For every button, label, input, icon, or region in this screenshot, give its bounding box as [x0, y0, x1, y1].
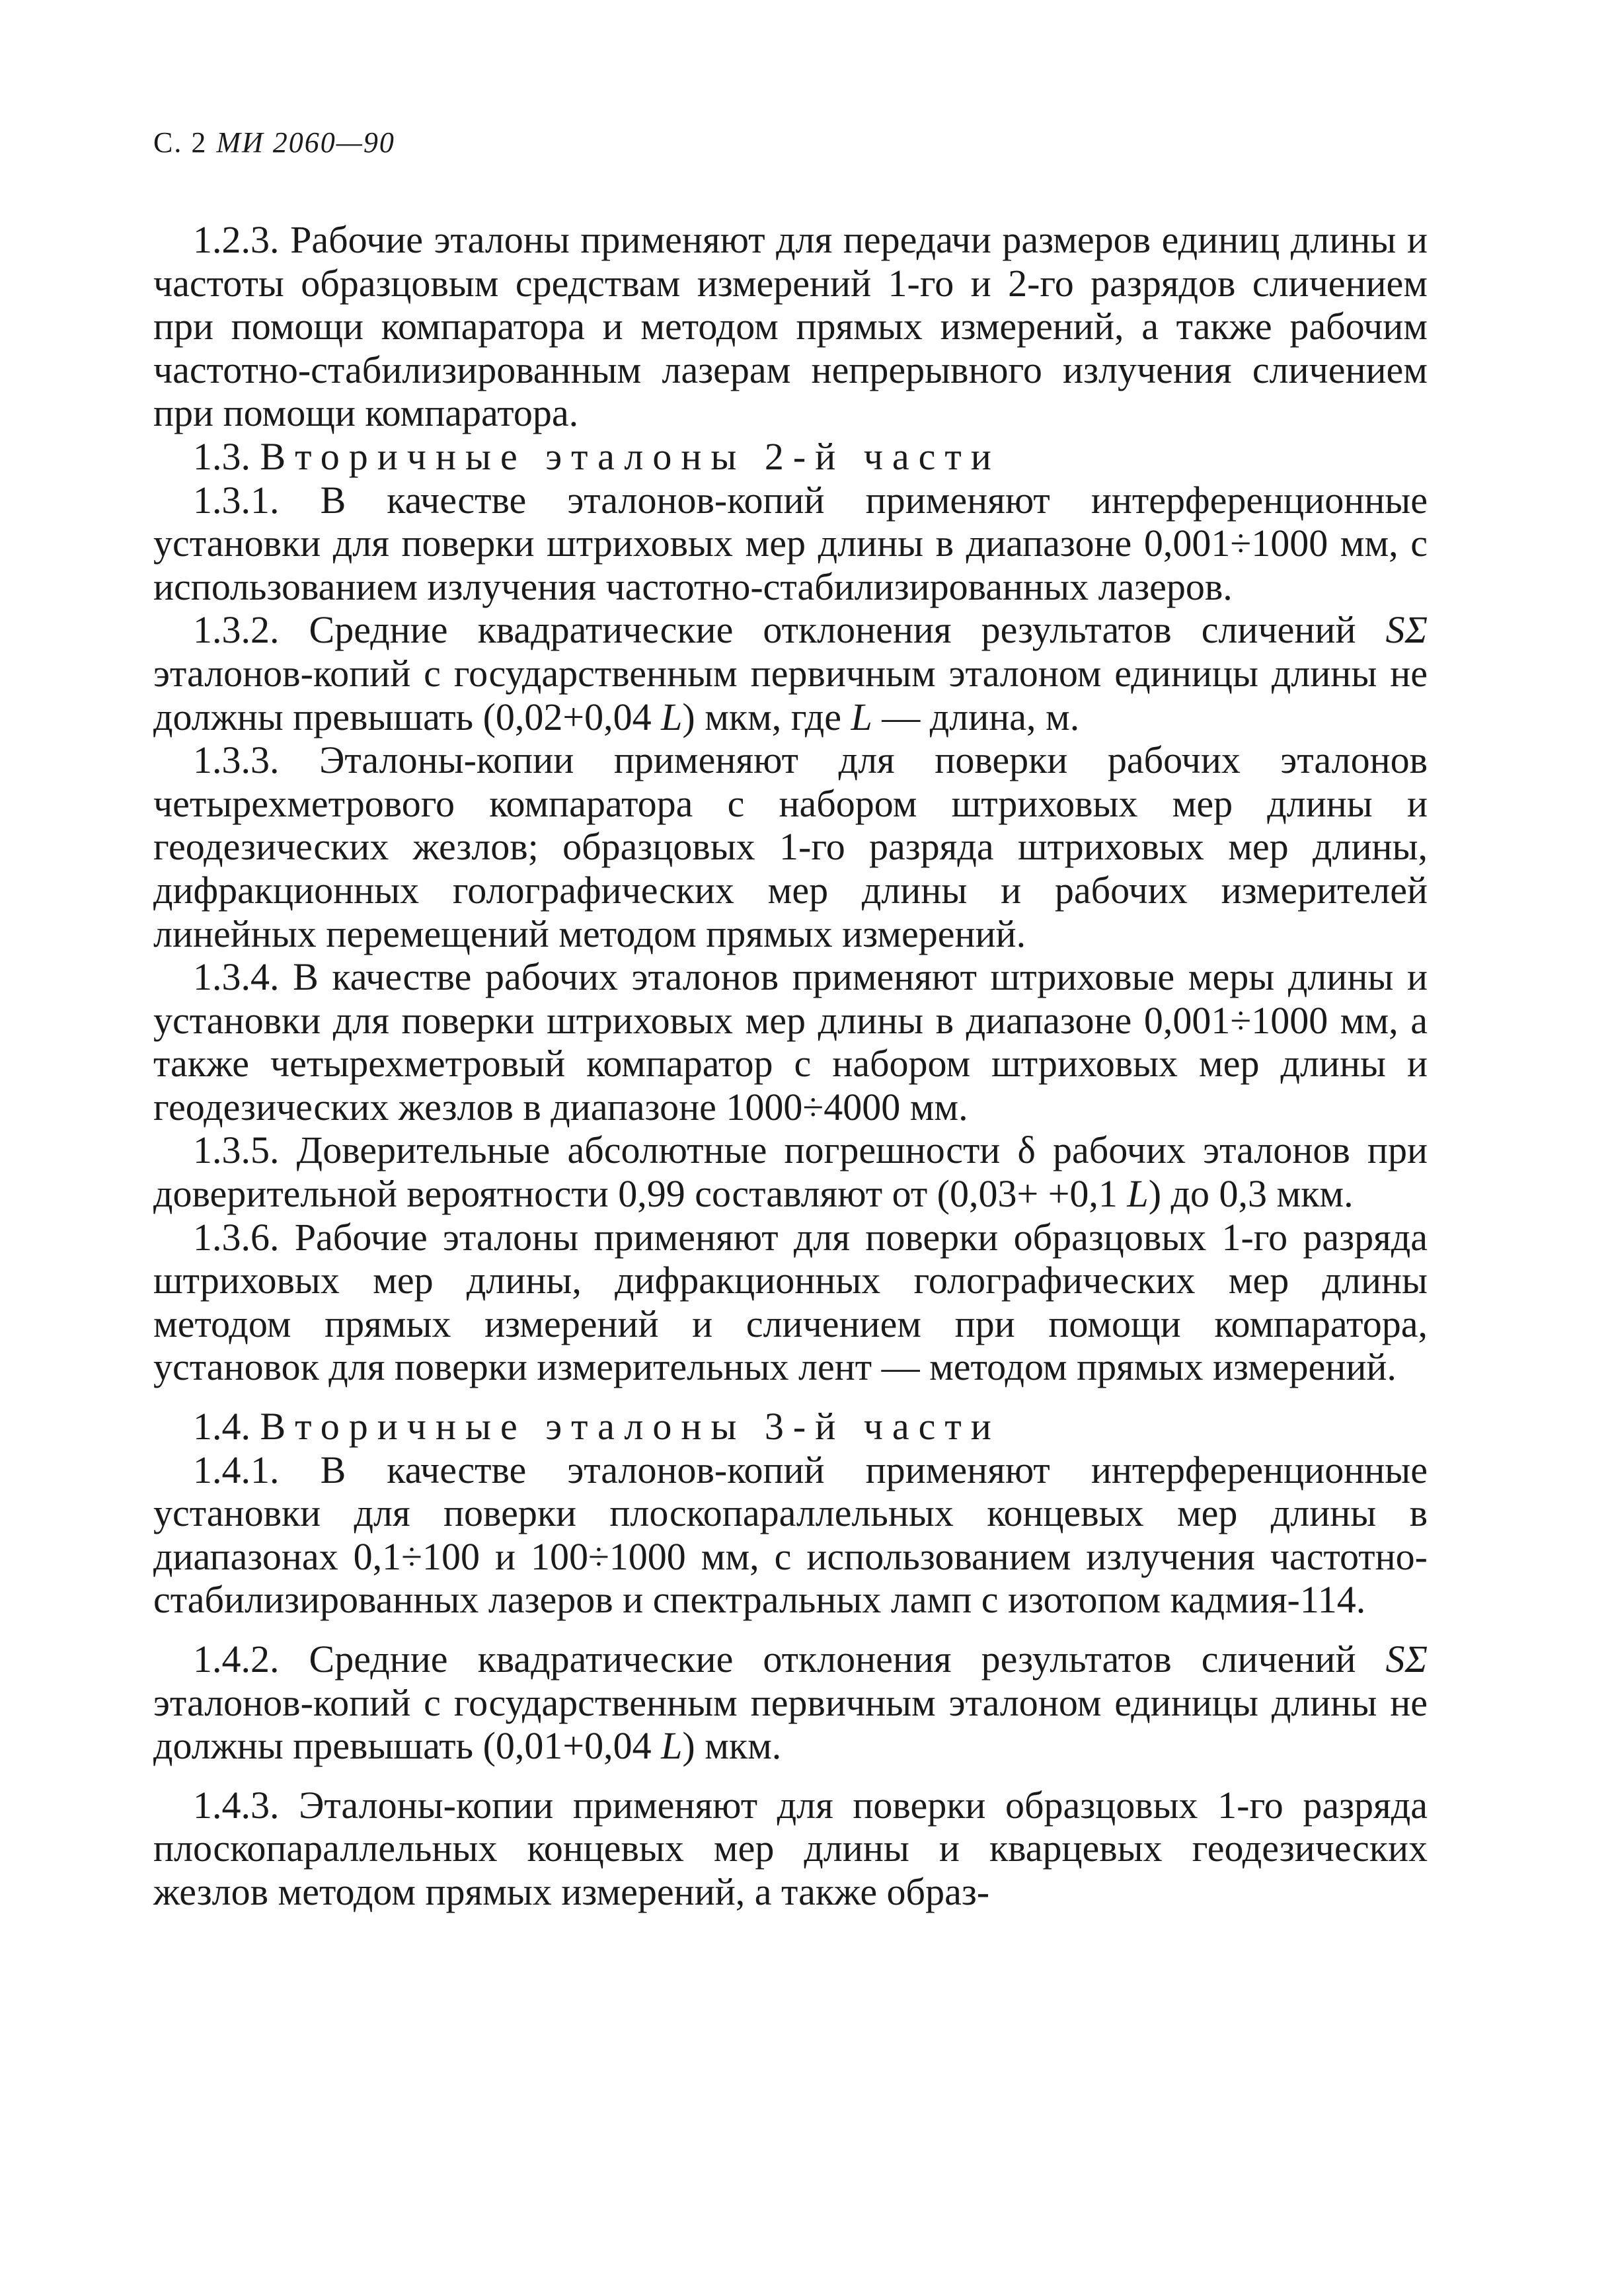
symbol-l: L — [1127, 1172, 1149, 1216]
text-run: 1.3.2. Средние квадратические отклонения результатов сличений — [193, 608, 1386, 652]
text-run: эталонов-копий с государственным первичным эталоном единицы длины не должны превышать (0,02+0,04 — [153, 651, 1428, 738]
paragraph-1-4-2 — [153, 1638, 1428, 1768]
paragraph-1-3-1: 1.3.1. В качестве эталонов-копий применяют интерференционные установки для поверки штриховых мер длины в диапазоне 0,001÷1000 мм, с использованием излучения частотно-стабилизированных лазеров. — [153, 478, 1428, 608]
section-heading-1-4 — [153, 1405, 1428, 1448]
paragraph-1-4-3: 1.4.3. Эталоны-копии применяют для поверки образцовых 1-го разряда плоскопараллельных концевых мер длины и кварцевых геодезических жезлов методом прямых измерений, а также образ- — [153, 1783, 1428, 1913]
symbol-l: L — [661, 1724, 683, 1768]
page-number: С. 2 — [153, 126, 208, 159]
section-number: 1.3. — [193, 434, 250, 478]
document-code: МИ 2060—90 — [216, 126, 395, 159]
paragraph-1-3-2 — [153, 608, 1428, 738]
text-run: эталонов-копий с государственным первичным эталоном единицы длины не должны превышать (0,01+0,04 — [153, 1681, 1428, 1768]
text-run: ) до 0,3 мкм. — [1148, 1172, 1354, 1216]
section-title: Вторичные эталоны 3-й части — [260, 1405, 1001, 1448]
paragraph-1-3-3: 1.3.3. Эталоны-копии применяют для поверки рабочих эталонов четырехметрового компаратора с набором штриховых мер длины и геодезических жезлов; образцовых 1-го разряда штриховых мер длины, дифракционных голографических мер длины и рабочих измерителей линейных перемещений методом прямых измерений. — [153, 738, 1428, 955]
paragraph-1-3-5 — [153, 1128, 1428, 1215]
text-run: ) мкм, где — [682, 695, 851, 738]
section-title: Вторичные эталоны 2-й части — [260, 434, 1001, 478]
section-number: 1.4. — [193, 1405, 250, 1448]
paragraph-1-3-4: 1.3.4. В качестве рабочих эталонов применяют штриховые меры длины и установки для поверки штриховых мер длины в диапазоне 0,001÷1000 мм, а также четырехметровый компаратор с набором штриховых мер длины и геодезических жезлов в диапазоне 1000÷4000 мм. — [153, 955, 1428, 1128]
section-heading-1-3 — [153, 435, 1428, 479]
text-run: — длина, м. — [872, 695, 1080, 738]
symbol-l: L — [661, 695, 683, 738]
paragraph-1-3-6: 1.3.6. Рабочие эталоны применяют для поверки образцовых 1-го разряда штриховых мер длины, дифракционных голографических мер длины методом прямых измерений и сличением при помощи компаратора, установок для поверки измерительных лент — методом прямых измерений. — [153, 1215, 1428, 1389]
paragraph-1-4-1: 1.4.1. В качестве эталонов-копий применяют интерференционные установки для поверки плоскопараллельных концевых мер длины в диапазонах 0,1÷100 и 100÷1000 мм, с использованием излучения частотно-стабилизированных лазеров и спектральных ламп с изотопом кадмия-114. — [153, 1448, 1428, 1622]
text-run: 1.3.5. Доверительные абсолютные погрешности δ рабочих эталонов при доверительной вероятности 0,99 составляют от (0,03+ +0,1 — [153, 1128, 1428, 1216]
symbol-l: L — [851, 695, 872, 738]
text-run: ) мкм. — [682, 1724, 782, 1768]
symbol-s-sigma: SΣ — [1385, 608, 1428, 652]
symbol-s-sigma: SΣ — [1385, 1638, 1428, 1681]
text-run: 1.4.2. Средние квадратические отклонения результатов сличений — [193, 1638, 1386, 1681]
page-header — [153, 126, 395, 159]
body-text — [153, 218, 1428, 1914]
paragraph-1-2-3: 1.2.3. Рабочие эталоны применяют для передачи размеров единиц длины и частоты образцовым средствам измерений 1-го и 2-го разрядов сличением при помощи компаратора и методом прямых измерений, а также рабочим частотно-стабилизированным лазерам непрерывного излучения сличением при помощи компаратора. — [153, 218, 1428, 435]
